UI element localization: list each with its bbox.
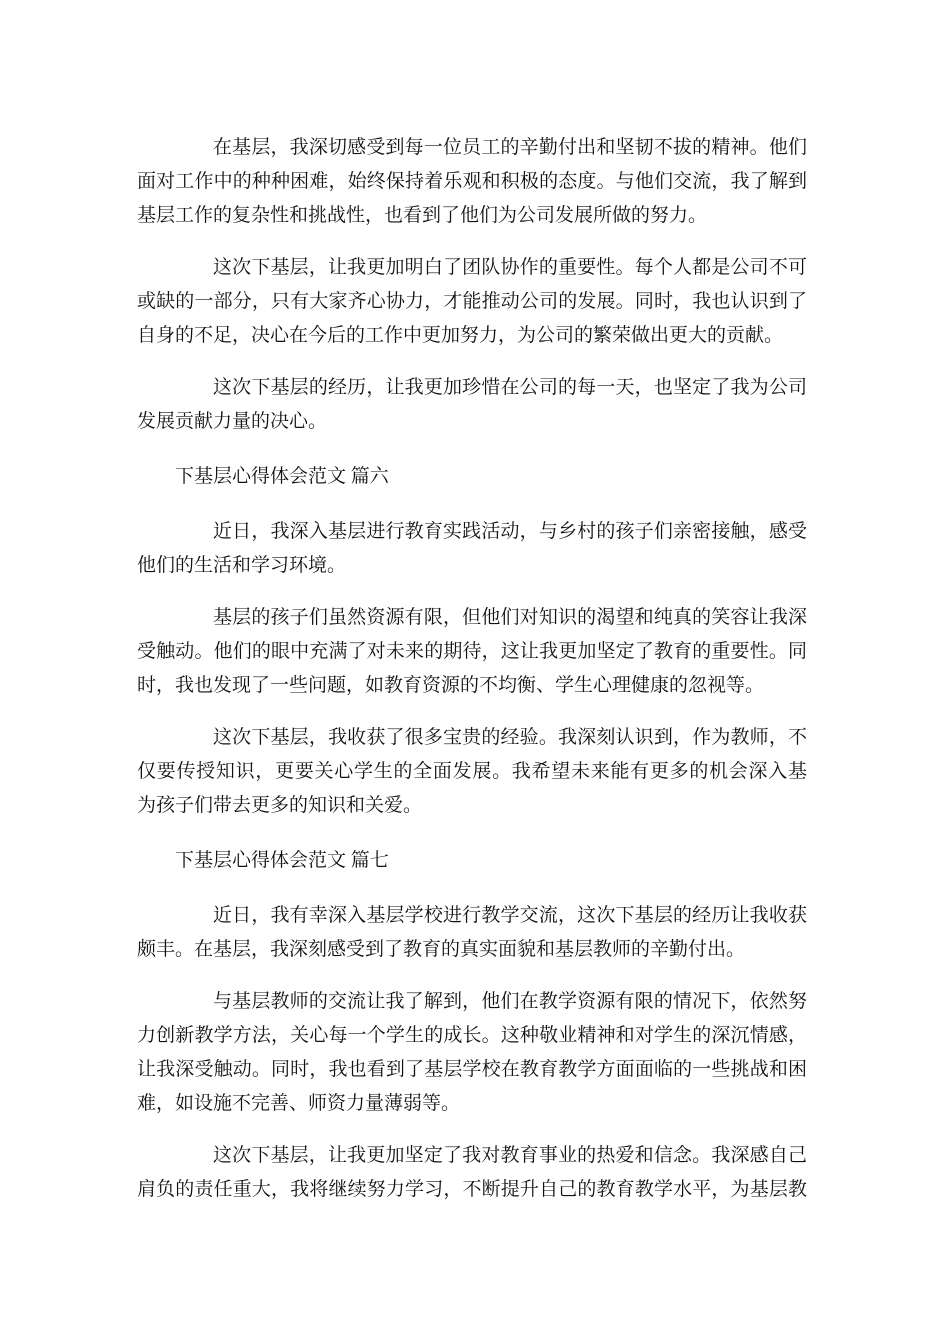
paragraph-line: 受触动。他们的眼中充满了对未来的期待，这让我更加坚定了教育的重要性。同 [137,641,807,662]
paragraph-line: 在基层，我深切感受到每一位员工的辛勤付出和坚韧不拔的精神。他们 [213,137,807,158]
paragraph [137,371,807,439]
section-heading: 下基层心得体会范文 篇六 [175,466,389,487]
paragraph [137,251,807,353]
paragraph-line: 自身的不足，决心在今后的工作中更加努力，为公司的繁荣做出更大的贡献。 [137,325,784,346]
paragraph-line: 近日，我深入基层进行教育实践活动，与乡村的孩子们亲密接触，感受 [213,521,807,542]
paragraph-line: 基层的孩子们虽然资源有限，但他们对知识的渴望和纯真的笑容让我深 [213,607,807,628]
paragraph-line: 难，如设施不完善、师资力量薄弱等。 [137,1093,461,1114]
paragraph-line: 颇丰。在基层，我深刻感受到了教育的真实面貌和基层教师的辛勤付出。 [137,939,746,960]
paragraph-line: 面对工作中的种种困难，始终保持着乐观和积极的态度。与他们交流，我了解到 [137,171,807,192]
paragraph-line: 为孩子们带去更多的知识和关爱。 [137,795,423,816]
paragraph-line: 力创新教学方法，关心每一个学生的成长。这种敬业精神和对学生的深沉情感， [137,1025,807,1046]
paragraph-line: 近日，我有幸深入基层学校进行教学交流，这次下基层的经历让我收获 [213,905,807,926]
paragraph-line: 发展贡献力量的决心。 [137,411,328,432]
paragraph [137,721,807,823]
paragraph-line: 这次下基层，我收获了很多宝贵的经验。我深刻认识到，作为教师，不 [213,727,807,748]
paragraph-line: 时，我也发现了一些问题，如教育资源的不均衡、学生心理健康的忽视等。 [137,675,765,696]
paragraph-line: 他们的生活和学习环境。 [137,555,347,576]
paragraph [137,1139,807,1207]
section-heading: 下基层心得体会范文 篇七 [175,850,389,871]
paragraph [137,131,807,233]
paragraph-line: 这次下基层，让我更加明白了团队协作的重要性。每个人都是公司不可 [213,257,807,278]
paragraph-line: 这次下基层的经历，让我更加珍惜在公司的每一天，也坚定了我为公司 [213,377,807,398]
paragraph-line: 这次下基层，让我更加坚定了我对教育事业的热爱和信念。我深感自己 [213,1145,807,1166]
paragraph-line: 让我深受触动。同时，我也看到了基层学校在教育教学方面面临的一些挑战和困 [137,1059,807,1080]
paragraph [137,985,807,1121]
document-body [137,131,807,1225]
paragraph-line: 基层工作的复杂性和挑战性，也看到了他们为公司发展所做的努力。 [137,205,708,226]
paragraph-line: 肩负的责任重大，我将继续努力学习，不断提升自己的教育教学水平，为基层教 [137,1179,807,1200]
paragraph [137,515,807,583]
paragraph-line: 或缺的一部分，只有大家齐心协力，才能推动公司的发展。同时，我也认识到了 [137,291,807,312]
paragraph [137,601,807,703]
paragraph-line: 与基层教师的交流让我了解到，他们在教学资源有限的情况下，依然努 [213,991,807,1012]
paragraph [137,899,807,967]
paragraph-line: 仅要传授知识，更要关心学生的全面发展。我希望未来能有更多的机会深入基 [137,761,807,782]
